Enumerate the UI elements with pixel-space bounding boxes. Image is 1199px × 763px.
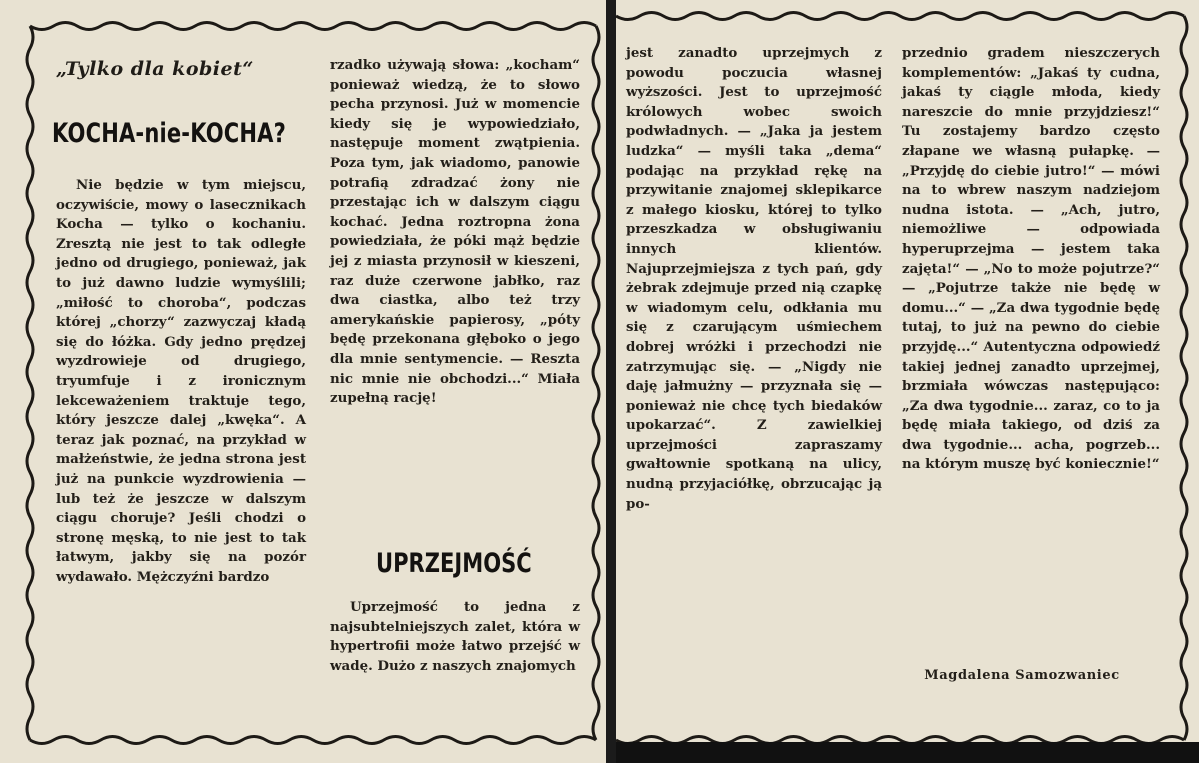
column-2b-text: Uprzejmość to jedna z najsubtelniejszych zalet, która w hypertrofii może łatwo przejść w wadę. Dużo z naszych znajomych — [330, 599, 580, 674]
right-page — [616, 0, 1199, 763]
page-gutter — [606, 0, 616, 763]
column-2-text: rzadko używają słowa: „kocham“ ponieważ wiedzą, że to słowo pecha przynosi. Już w momencie kiedy się je wypowiedziało, następuje moment zwątpienia. Poza tym, jak wiadomo, panowie potrafią zdradzać żony nie przestając ich w dalszym ciągu kochać. Jedna roztropna żona powiedziała, że póki mąż będzie jej z miasta przynosił w kieszeni, raz duże czerwone jabłko, raz dwa ciastka, albo też trzy amerykańskie papierosy, „póty będę przekonana głęboko o jego dla mnie sentymencie. — Reszta nic mnie nie obchodzi...“ Miała zupełną rację! — [330, 57, 580, 407]
column-2 — [330, 56, 580, 409]
column-2b — [330, 598, 580, 676]
headline-uprzejmosc: UPRZEJMOŚĆ — [376, 548, 532, 579]
scan-edge-strip — [616, 742, 1199, 763]
column-1 — [56, 176, 306, 587]
column-3-text: jest zanadto uprzejmych z powodu poczucia własnej wyższości. Jest to uprzejmość królowych wobec swoich podwładnych. — „Jaka ja jestem ludzka“ — myśli taka „dema“ podając na przykład rękę na przywitanie znajomej sklepikarce z małego kiosku, której to tylko przeszkadza w obsługiwaniu innych klientów. Najuprzejmiejsza z tych pań, gdy żebrak zdejmuje przed nią czapkę w wiadomym celu, odkłania mu się z czarującym uśmiechem dobrej wróżki i przechodzi nie zatrzymując się. — „Nigdy nie daję jałmużny — przyznała się — ponieważ nie chcę tych biedaków upokarzać“. Z zawielkiej uprzejmości zapraszamy gwałtownie spotkaną na ulicy, nudną przyjaciółkę, obrzucając ją po- — [626, 45, 882, 512]
headline-kocha: KOCHA-nie-KOCHA? — [52, 118, 287, 149]
section-kicker: „Tylko dla kobiet“ — [56, 58, 254, 80]
column-3 — [626, 44, 882, 514]
column-4 — [902, 44, 1160, 475]
column-1-text: Nie będzie w tym miejscu, oczywiście, mowy o lasecznikach Kocha — tylko o kochaniu. Zresztą nie jest to tak odległe jedno od drugiego, ponieważ, jak to już dawno ludzie wymyślili; „miłość to choroba“, podczas której „chorzy“ zazwyczaj kładą się do łóżka. Gdy jedno prędzej wyzdrowieje od drugiego, tryumfuje i z ironicznym lekceważeniem traktuje tego, który jeszcze dalej „kwęka“. A teraz jak poznać, na przykład w małżeństwie, że jedna strona jest już na punkcie wyzdrowienia — lub też że jeszcze w dalszym ciągu choruje? Jeśli chodzi o stronę męską, to nie jest to tak łatwym, jakby się na pozór wydawało. Mężczyźni bardzo — [56, 177, 306, 585]
author-byline: Magdalena Samozwaniec — [924, 668, 1120, 683]
column-4-text: przednio gradem nieszczerych komplementów: „Jakaś ty cudna, jakaś ty ciągle młoda, kiedy nareszcie do mnie przyjdziesz!“ Tu zostajemy bardzo często złapane we własną pułapkę. — „Przyjdę do ciebie jutro!“ — mówi na to wbrew naszym nadziejom nudna istota. — „Ach, jutro, niemożliwe — odpowiada hyperuprzejma — jestem taka zajęta!“ — „No to może pojutrze?“ — „Pojutrze także nie będę w domu...“ — „Za dwa tygodnie będę tutaj, to już na pewno do ciebie przyjdę...“ Autentyczna odpowiedź takiej jednej zanadto uprzejmej, brzmiała wówczas następująco: „Za dwa tygodnie... zaraz, co to ja będę miała takiego, od dziś za dwa tygodnie... acha, pogrzeb... na którym muszę być koniecznie!“ — [902, 45, 1160, 473]
